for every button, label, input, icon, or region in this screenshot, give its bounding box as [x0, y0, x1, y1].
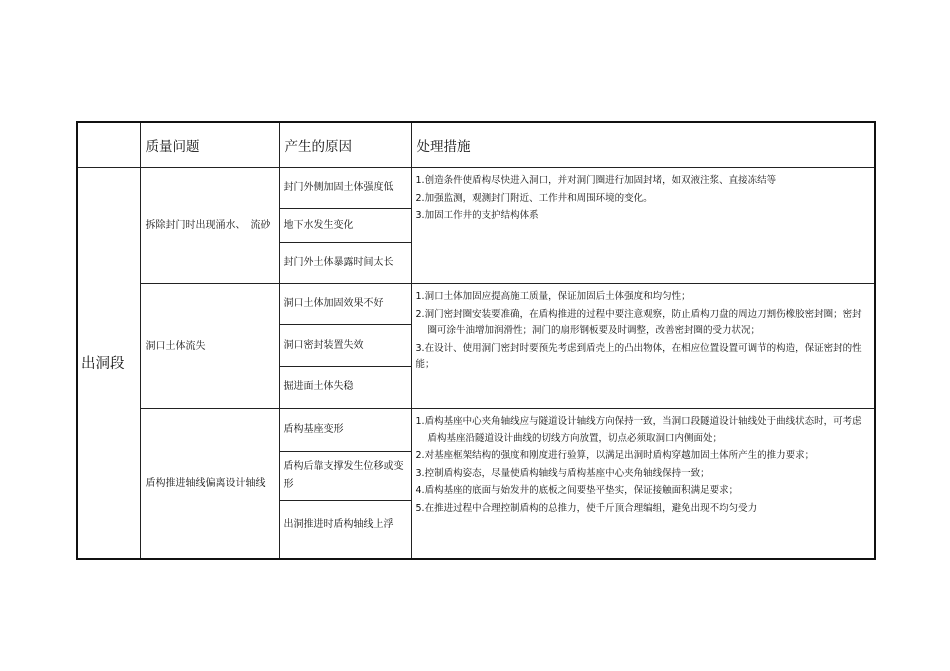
section-label: 出洞段 — [77, 168, 140, 559]
header-blank-cell — [77, 122, 140, 168]
measure-cell — [411, 409, 875, 559]
cause-item: 洞口土体加固效果不好 — [280, 284, 411, 325]
table-row — [77, 168, 875, 284]
header-row — [77, 122, 875, 168]
cause-item: 封门外土体暴露时间太长 — [283, 257, 394, 268]
problem-cell: 洞口土体流失 — [140, 284, 279, 409]
measure-item: 2.加强监测，观测封门附近、工作井和周围环境的变化。 — [415, 192, 653, 204]
cause-item: 封门外侧加固土体强度低 — [280, 168, 411, 209]
cause-cell — [279, 409, 411, 559]
measure-item: 1.洞口土体加固应提高施工质量，保证加固后土体强度和均匀性； — [415, 291, 691, 302]
cause-item: 盾构后靠支撑发生位移或变形 — [280, 452, 411, 501]
measure-item: 3.加固工作井的支护结构体系 — [415, 210, 539, 221]
cause-cell — [279, 284, 411, 409]
measure-item: 3.在设计、使用洞门密封时要预先考虑到盾壳上的凸出物体，在相应位置设置可调节的构造，保证密封的性能； — [415, 342, 862, 370]
measure-cell — [411, 284, 875, 409]
cause-item: 地下水发生变化 — [280, 209, 411, 243]
measure-item: 2.对基座框架结构的强度和刚度进行验算，以满足出洞时盾构穿越加固土体所产生的推力要求； — [415, 450, 815, 461]
cause-item: 盾构基座变形 — [280, 409, 411, 452]
cause-item: 出洞推进时盾构轴线上浮 — [283, 519, 394, 530]
problem-cell: 盾构推进轴线偏离设计轴线 — [140, 409, 279, 559]
header-measure: 处理措施 — [411, 122, 875, 168]
cause-item: 洞口密封装置失效 — [280, 325, 411, 367]
problem-cell: 拆除封门时出现涌水、 流砂 — [140, 168, 279, 284]
header-cause: 产生的原因 — [279, 122, 411, 168]
cause-item: 掘进面土体失稳 — [283, 381, 354, 392]
table-row — [77, 409, 875, 559]
measure-item: 1.盾构基座中心夹角轴线应与隧道设计轴线方向保持一致，当洞口段隧道设计轴线处于曲线状态时，可考虑盾构基座沿隧道设计曲线的切线方向放置，切点必须取洞口内侧面处； — [415, 416, 862, 444]
table-row — [77, 284, 875, 409]
quality-issues-table — [76, 121, 876, 560]
measure-item: 2.洞门密封圈安装要准确，在盾构推进的过程中要注意观察，防止盾构刀盘的周边刀割伤橡胶密封圈；密封圈可涂牛油增加润滑性；洞门的扇形钢板要及时调整，改善密封圈的受力状况； — [415, 308, 862, 336]
measure-item: 1.创造条件使盾构尽快进入洞口，并对洞门圈进行加固封堵，如双液注浆、直接冻结等 — [415, 175, 777, 186]
measure-cell — [411, 168, 875, 284]
measure-item: 4.盾构基座的底面与始发井的底板之间要垫平垫实，保证接触面积满足要求； — [415, 485, 739, 496]
header-problem: 质量问题 — [140, 122, 279, 168]
cause-cell — [279, 168, 411, 284]
measure-item: 5.在推进过程中合理控制盾构的总推力，使千斤顶合理编组，避免出现不均匀受力 — [415, 502, 758, 514]
measure-item: 3.控制盾构姿态，尽量使盾构轴线与盾构基座中心夹角轴线保持一致； — [415, 467, 710, 479]
